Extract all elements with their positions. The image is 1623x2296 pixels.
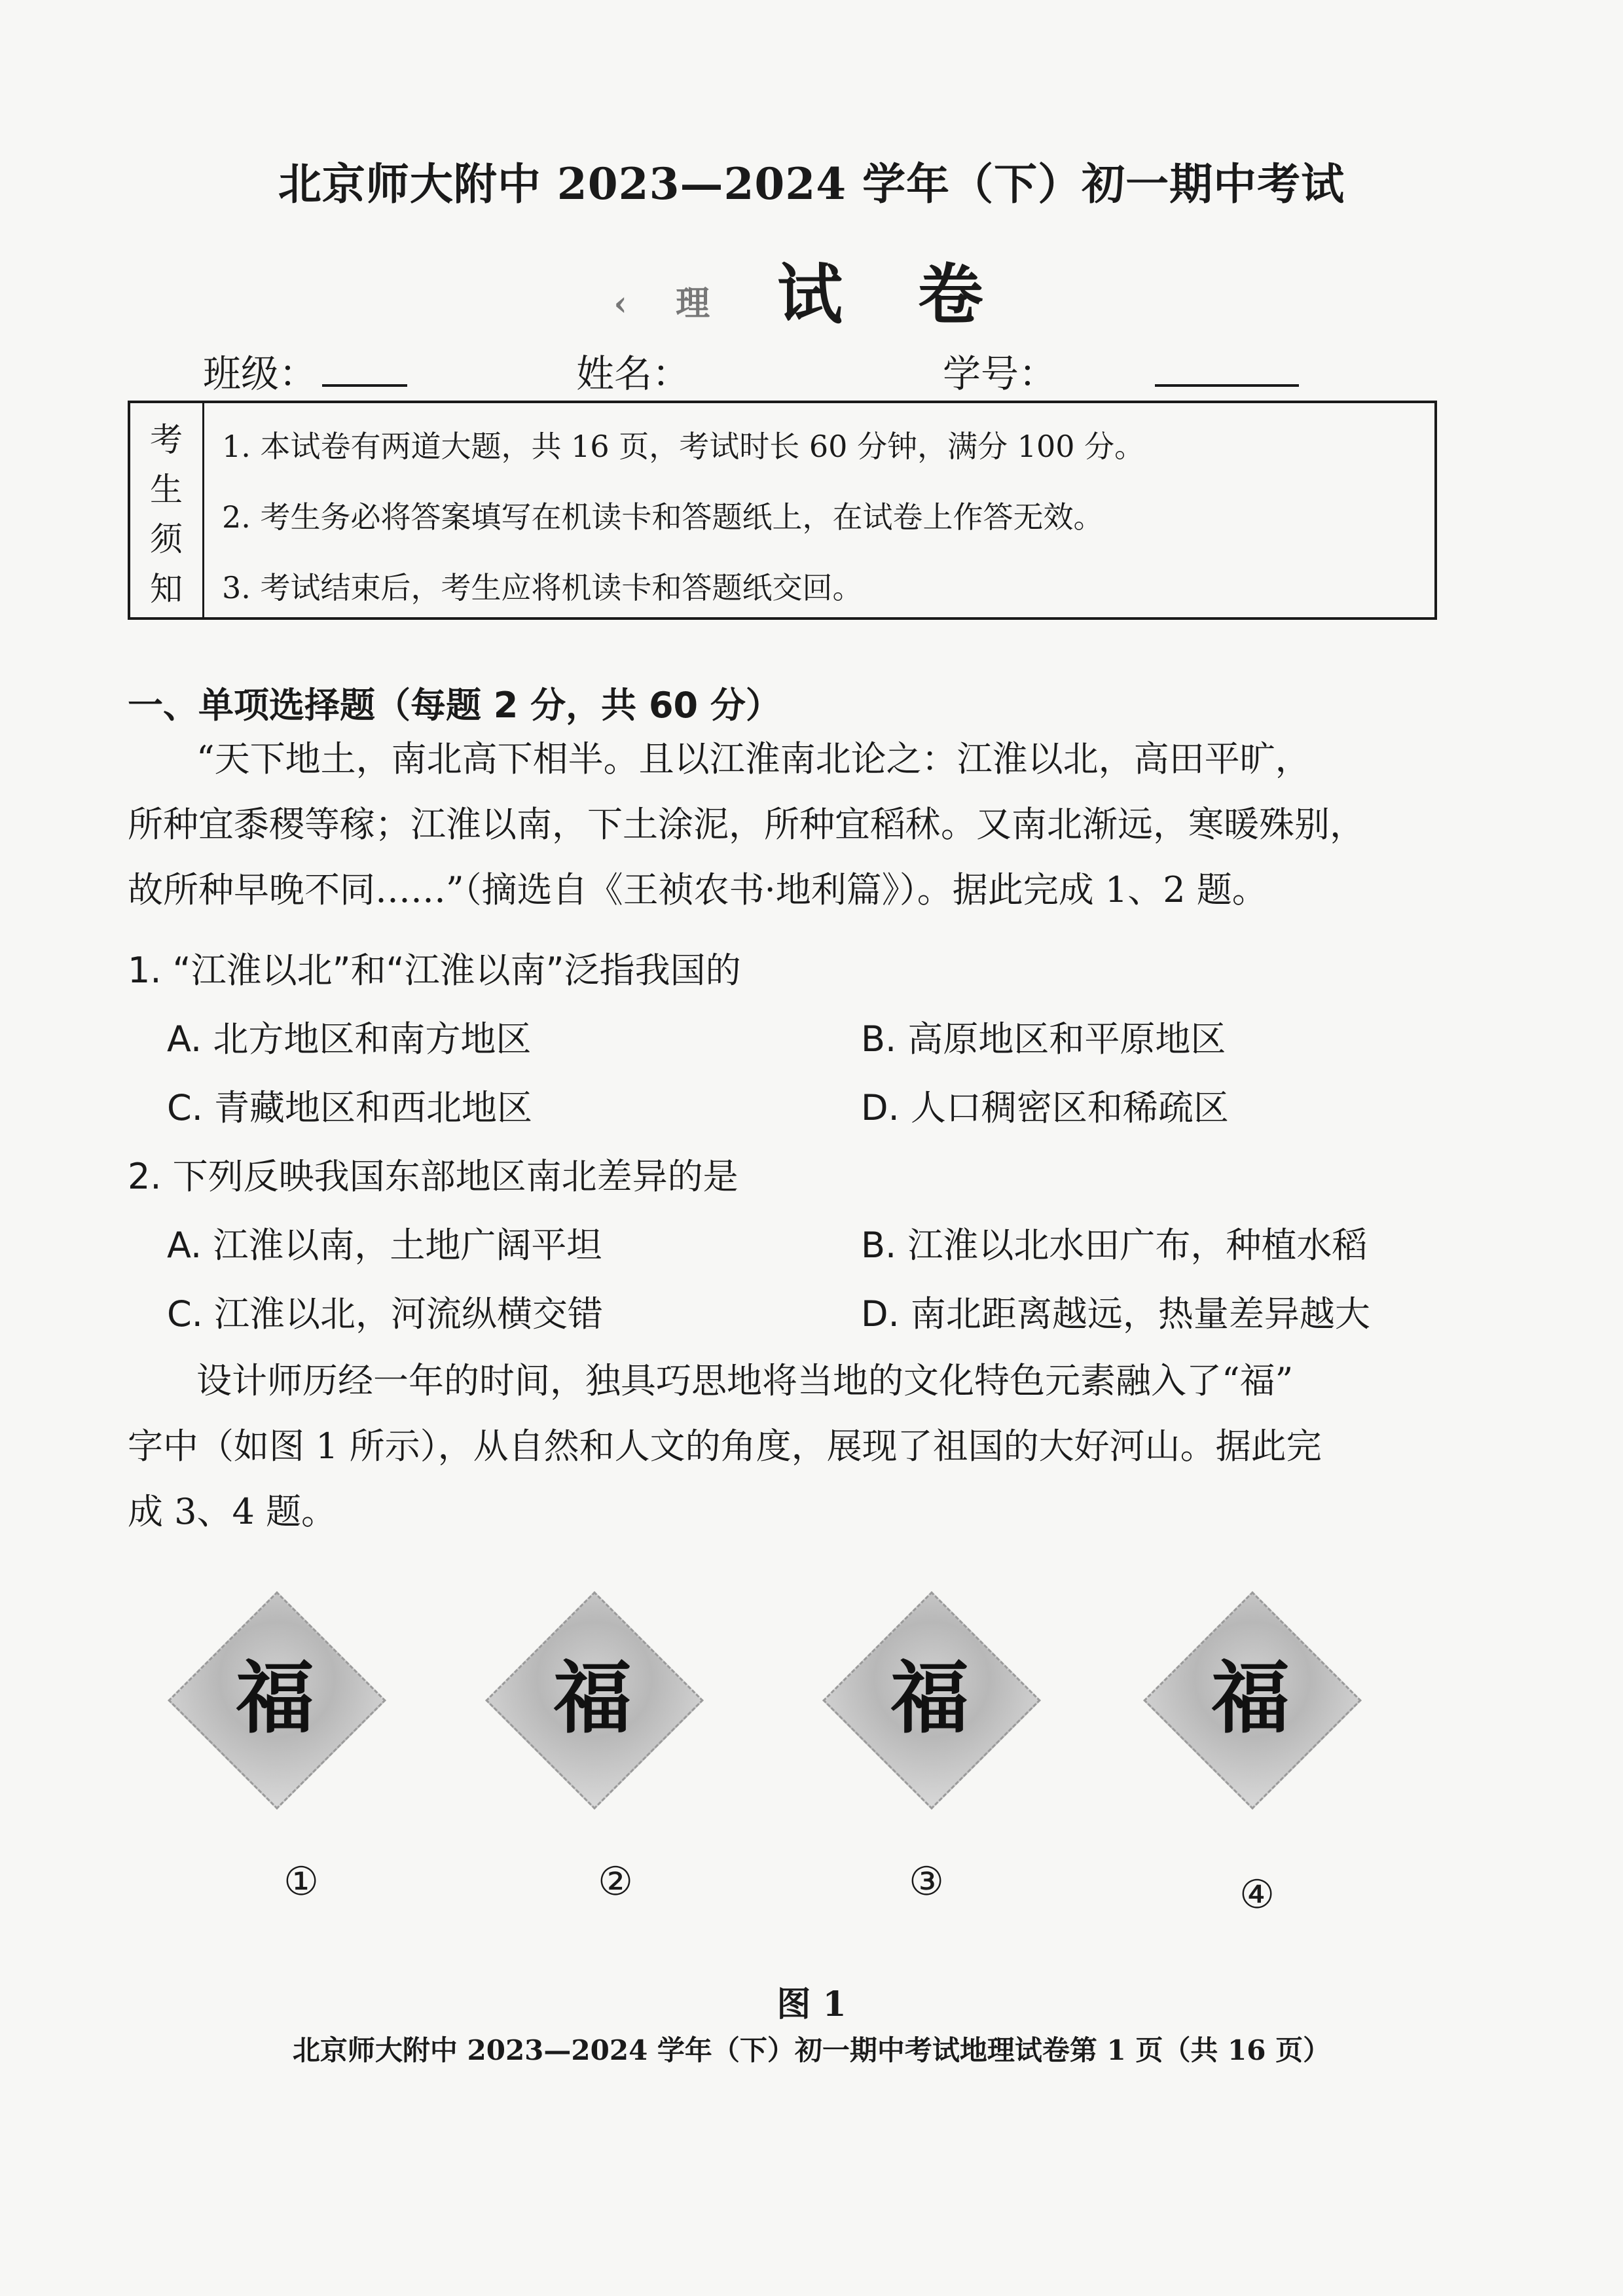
passage-line: 字中（如图 1 所示），从自然和人文的角度，展现了祖国的大好河山。据此完 [128, 1426, 1322, 1467]
fu-tile-3 [822, 1590, 1038, 1806]
name-label: 姓名： [576, 351, 691, 396]
q2-option-b[interactable]: B. 江淮以北水田广布，种植水稻 [861, 1225, 1368, 1266]
student-id-label: 学号： [943, 351, 1057, 396]
q1-option-a[interactable]: A. 北方地区和南方地区 [167, 1018, 532, 1060]
passage-line: 故所种早晚不同……”（摘选自《王祯农书·地利篇》）。据此完成 1、2 题。 [128, 869, 1267, 910]
class-label: 班级： [203, 351, 318, 396]
q1-option-b[interactable]: B. 高原地区和平原地区 [861, 1018, 1226, 1060]
notice-item: 1. 本试卷有两道大题，共 16 页，考试时长 60 分钟，满分 100 分。 [222, 429, 1145, 464]
fu-character-icon: 福 [890, 1652, 969, 1744]
passage-line: 成 3、4 题。 [128, 1491, 337, 1532]
exam-subtitle [0, 242, 1623, 336]
class-blank[interactable] [322, 378, 407, 387]
notice-heading-char: 须 [150, 520, 183, 558]
passage-line: “天下地土，南北高下相半。且以江淮南北论之：江淮以北，高田平旷， [196, 738, 1311, 780]
fu-tile-1 [167, 1590, 383, 1806]
exam-title: 北京师大附中 2023—2024 学年（下）初一期中考试 [278, 158, 1345, 209]
fu-tile-4 [1142, 1590, 1359, 1806]
notice-heading [130, 403, 204, 617]
exam-notice-box [128, 401, 1437, 620]
question-2-stem: 2. 下列反映我国东部地区南北差异的是 [128, 1156, 739, 1197]
name-field [576, 343, 695, 398]
tile-number-4: ④ [1239, 1872, 1275, 1918]
q1-option-d[interactable]: D. 人口稠密区和稀疏区 [861, 1087, 1229, 1128]
notice-item: 2. 考生务必将答案填写在机读卡和答题纸上，在试卷上作答无效。 [222, 499, 1104, 535]
section-heading: 一、单项选择题（每题 2 分，共 60 分） [128, 685, 781, 726]
notice-heading-char: 知 [150, 570, 183, 608]
subtitle-smudged-text: ‹ 理 [613, 283, 729, 324]
student-id-field [943, 343, 1299, 398]
tile-number-2: ② [598, 1859, 633, 1905]
passage-2 [128, 1348, 1437, 1545]
class-field [203, 343, 407, 398]
q2-option-c[interactable]: C. 江淮以北，河流纵横交错 [167, 1293, 604, 1335]
notice-heading-char: 生 [150, 471, 183, 509]
question-1-stem: 1. “江淮以北”和“江淮以南”泛指我国的 [128, 950, 741, 991]
passage-1 [128, 726, 1437, 923]
passage-line: 设计师历经一年的时间，独具巧思地将当地的文化特色元素融入了“福” [196, 1360, 1294, 1401]
subtitle-main: 试 卷 [776, 256, 1010, 333]
q1-option-c[interactable]: C. 青藏地区和西北地区 [167, 1087, 533, 1128]
fu-character-icon: 福 [1211, 1652, 1290, 1744]
student-id-blank[interactable] [1155, 378, 1299, 387]
notice-heading-char: 考 [150, 421, 183, 459]
figure-caption: 图 1 [776, 1984, 847, 2024]
q2-option-d[interactable]: D. 南北距离越远，热量差异越大 [861, 1293, 1370, 1335]
q2-option-a[interactable]: A. 江淮以南，土地广阔平坦 [167, 1225, 602, 1266]
fu-character-icon: 福 [236, 1652, 314, 1744]
tile-number-3: ③ [909, 1859, 944, 1905]
passage-line: 所种宜黍稷等稼；江淮以南，下土涂泥，所种宜稻秫。又南北渐远，寒暖殊别， [128, 804, 1365, 845]
fu-character-icon: 福 [553, 1652, 632, 1744]
notice-item: 3. 考试结束后，考生应将机读卡和答题纸交回。 [222, 570, 863, 605]
page-footer: 北京师大附中 2023—2024 学年（下）初一期中考试地理试卷第 1 页（共 16 页） [292, 2034, 1331, 2066]
fu-tile-2 [484, 1590, 701, 1806]
tile-number-1: ① [283, 1859, 319, 1905]
